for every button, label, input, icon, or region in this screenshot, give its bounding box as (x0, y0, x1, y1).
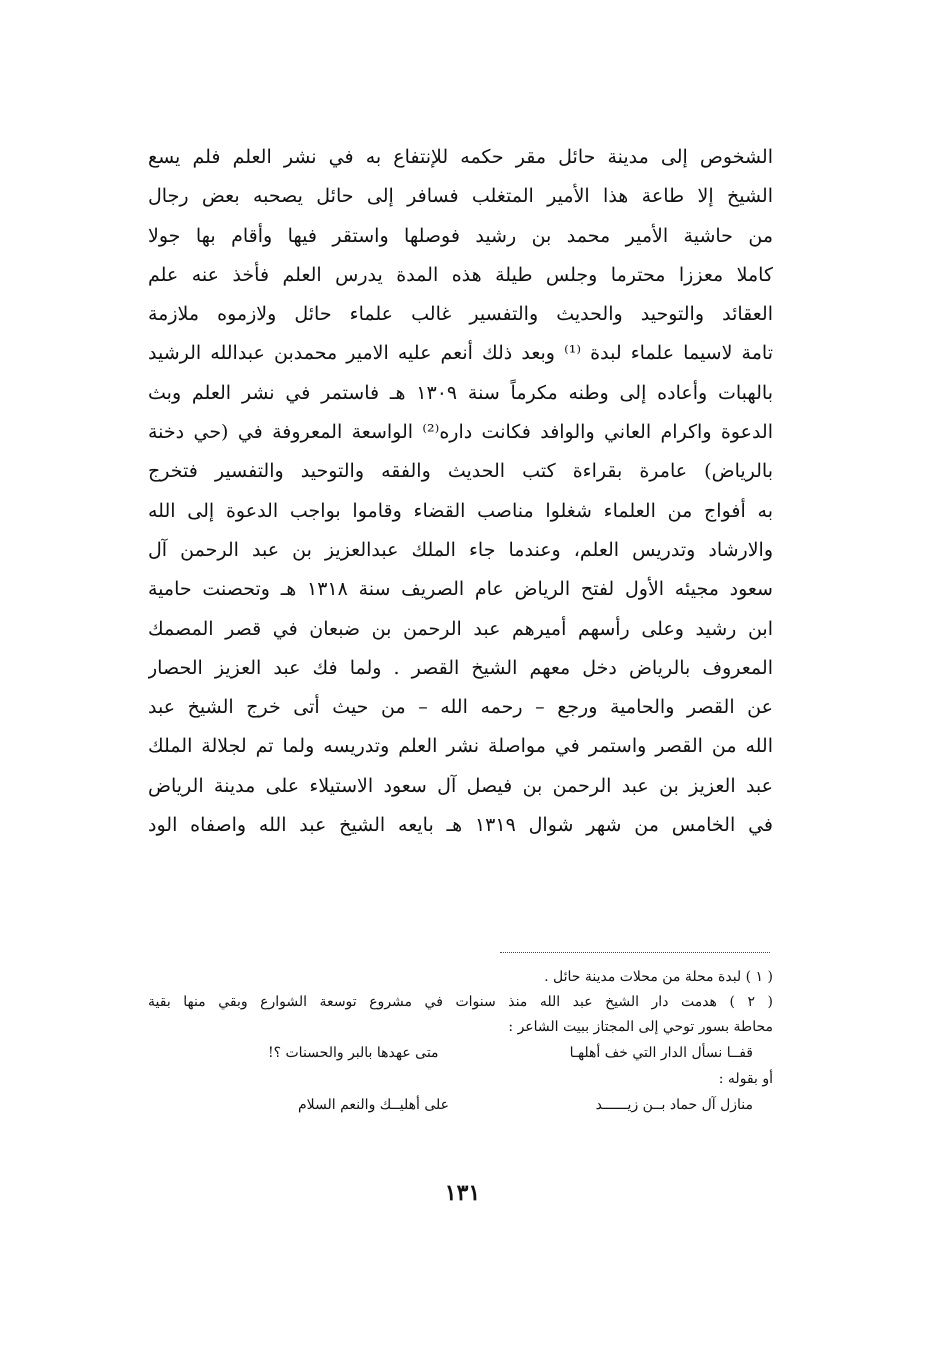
footnote-separator (500, 952, 770, 953)
verse-first-hemistich: قفــا نسأل الدار التي خف أهلهـا (569, 1045, 753, 1061)
footnote-1: ( ١ ) لبدة محلة من محلات مدينة حائل . (544, 969, 773, 985)
text-line: الدعوة واكرام العاني والوافد فكانت داره⁽²⁾ الواسعة المعروفة في (حي دخنة (148, 421, 773, 444)
footnote-2: ( ٢ ) هدمت دار الشيخ عبد الله منذ سنوات في مشروع توسعة الشوارع وبقي منها بقية (148, 994, 773, 1010)
verse-second-hemistich: متى عهدها بالبر والحسنات ؟! (268, 1045, 439, 1061)
footnote-or-line: أو بقوله : (718, 1071, 773, 1087)
poem-verse-2 (148, 1092, 773, 1119)
text-line: ابن رشيد وعلى رأسهم أميرهم عبد الرحمن بن ضبعان في قصر المصمك (148, 617, 773, 640)
text-line: بالرياض) عامرة بقراءة كتب الحديث والفقه والتوحيد والتفسير فتخرج (148, 460, 773, 483)
text-line: عن القصر والحامية ورجع – رحمه الله – من حيث أتى خرج الشيخ عبد (148, 696, 773, 719)
text-line: تامة لاسيما علماء لبدة ⁽¹⁾ وبعد ذلك أنعم عليه الامير محمدبن عبدالله الرشيد (148, 342, 773, 365)
text-line: الشيخ إلا طاعة هذا الأمير المتغلب فسافر إلى حائل يصحبه بعض رجال (148, 185, 773, 208)
text-line: الشخوص إلى مدينة حائل مقر حكمه للإنتفاع به في نشر العلم فلم يسع (148, 146, 773, 168)
verse-first-hemistich: منازل آل حماد بــن زيــــــد (595, 1097, 753, 1113)
main-text (148, 138, 773, 845)
text-line: بالهبات وأعاده إلى وطنه مكرماً سنة ١٣٠٩ هـ فاستمر في نشر العلم وبث (148, 381, 773, 404)
page-number: ١٣١ (444, 1180, 481, 1206)
verse-second-hemistich: على أهليــك والنعم السلام (298, 1097, 450, 1113)
text-line: الله من القصر واستمر في مواصلة نشر العلم وتدريسه ولما تم لجلالة الملك (148, 735, 773, 758)
footnote-2-continued: محاطة بسور توحي إلى المجتاز ببيت الشاعر : (508, 1019, 773, 1035)
text-line: المعروف بالرياض دخل معهم الشيخ القصر . ولما فك عبد العزيز الحصار (148, 656, 773, 679)
poem-verse-1 (148, 1040, 773, 1067)
text-line: من حاشية الأمير محمد بن رشيد فوصلها واستقر فيها وأقام بها جولا (148, 224, 773, 247)
text-line: في الخامس من شهر شوال ١٣١٩ هـ بايعه الشيخ عبد الله واصفاه الود (148, 814, 773, 837)
text-line: العقائد والتوحيد والحديث والتفسير غالب علماء حائل ولازموه ملازمة (148, 303, 773, 326)
text-line: به أفواج من العلماء شغلوا مناصب القضاء وقاموا بواجب الدعوة إلى الله (148, 499, 773, 522)
footnotes (148, 965, 773, 1119)
text-line: سعود مجيئه الأول لفتح الرياض عام الصريف سنة ١٣١٨ هـ وتحصنت حامية (148, 578, 773, 601)
text-line: كاملا معززا محترما وجلس طيلة هذه المدة يدرس العلم فأخذ عنه علم (148, 263, 773, 286)
text-line: والارشاد وتدريس العلم، وعندما جاء الملك عبدالعزيز بن عبد الرحمن آل (148, 538, 773, 561)
text-line: عبد العزيز بن عبد الرحمن بن فيصل آل سعود الاستيلاء على مدينة الرياض (148, 774, 773, 797)
